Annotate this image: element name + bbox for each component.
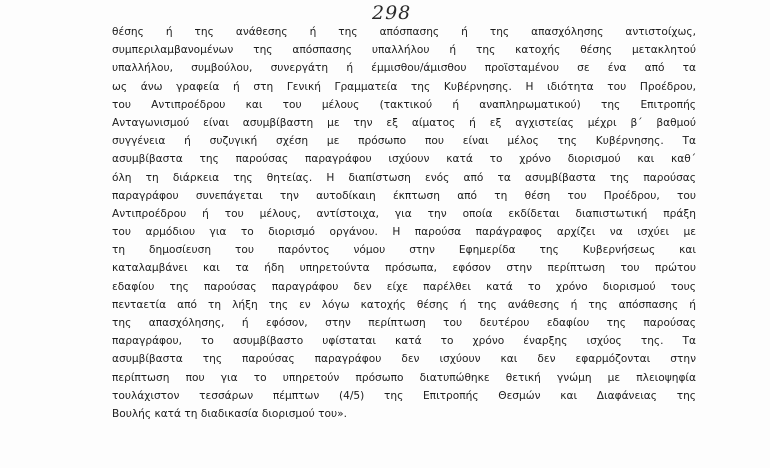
text-line: του αρμόδιου για το διορισμό οργάνου. Η παρούσα παράγραφος αρχίζει να ισχύει με: [112, 226, 696, 239]
text-line: Αντιπροέδρου ή του μέλους, αντίστοιχα, για την οποία εκδίδεται διαπιστωτική πράξη: [112, 207, 696, 220]
text-line: όλη τη διάρκεια της θητείας. Η διαπίστωση ενός από τα ασυμβίβαστα της παρούσας: [112, 171, 696, 184]
text-line: της απασχόλησης, ή εφόσον, στην περίπτωση του δευτέρου εδαφίου της παρούσας: [112, 317, 696, 329]
text-line: συμπεριλαμβανομένων της απόσπασης υπαλλήλου ή της κατοχής θέσης μετακλητού: [112, 44, 696, 57]
text-line: Βουλής κατά τη διαδικασία διορισμού του».: [112, 407, 347, 420]
text-line: παραγράφου, το ασυμβίβαστο υφίσταται κατά το χρόνο έναρξης ισχύος της. Τα: [112, 335, 696, 348]
text-line: ασυμβίβαστα της παρούσας παραγράφου ισχύουν κατά το χρόνο διορισμού και καθ΄: [112, 153, 696, 166]
text-line: υπαλλήλου, συμβούλου, συνεργάτη ή έμμισθου/άμισθου προϊσταμένου σε ένα από τα: [112, 62, 696, 75]
text-line: παραγράφου συνεπάγεται την αυτοδίκαιη έκπτωση από τη θέση του Προέδρου, του: [112, 189, 696, 202]
text-line: συγγένεια ή συζυγική σχέση με πρόσωπο που είναι μέλος της Κυβέρνησης. Τα: [112, 135, 696, 148]
text-line: τουλάχιστον τεσσάρων πέμπτων (4/5) της Επιτροπής Θεσμών και Διαφάνειας της: [112, 389, 696, 402]
text-line: Ανταγωνισμού είναι ασυμβίβαστη με την εξ αίματος ή εξ αγχιστείας μέχρι β΄ βαθμού: [112, 116, 696, 129]
text-line: εδαφίου της παρούσας παραγράφου δεν είχε παρέλθει κατά το χρόνο διορισμού τους: [112, 280, 696, 293]
page-number: 298: [372, 2, 412, 24]
text-line: πενταετία από τη λήξη της εν λόγω κατοχής θέσης ή της ανάθεσης ή της απόσπασης ή: [112, 298, 696, 311]
text-line: θέσης ή της ανάθεσης ή της απόσπασης ή της απασχόλησης αντιστοίχως,: [112, 26, 696, 38]
text-line: τη δημοσίευση του παρόντος νόμου στην Εφημερίδα της Κυβερνήσεως και: [112, 244, 696, 257]
text-line: καταλαμβάνει και τα ήδη υπηρετούντα πρόσωπα, εφόσον στην περίπτωση του πρώτου: [112, 262, 696, 275]
body-text: [112, 23, 696, 423]
text-line: ασυμβίβαστα της παρούσας παραγράφου δεν ισχύουν και δεν εφαρμόζονται στην: [112, 353, 696, 366]
text-line: περίπτωση που για το υπηρετούν πρόσωπο διατυπώθηκε θετική γνώμη με πλειοψηφία: [112, 371, 696, 384]
text-line: ως άνω γραφεία ή στη Γενική Γραμματεία της Κυβέρνησης. Η ιδιότητα του Προέδρου,: [112, 80, 696, 93]
text-line: του Αντιπροέδρου και του μέλους (τακτικού ή αναπληρωματικού) της Επιτροπής: [112, 98, 696, 111]
